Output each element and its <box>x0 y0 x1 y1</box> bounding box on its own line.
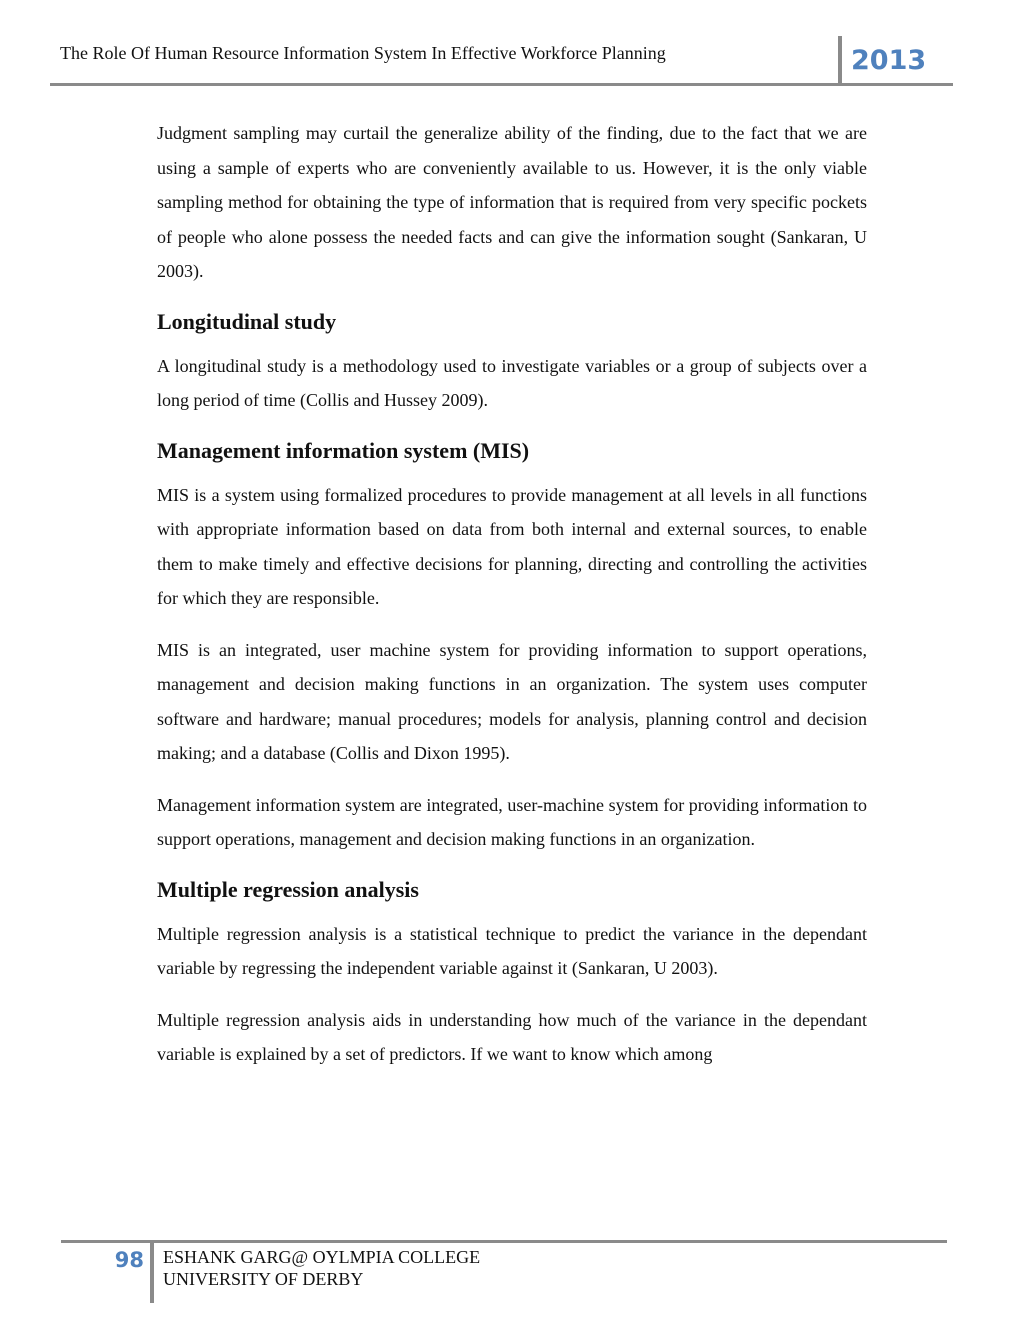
heading-mis: Management information system (MIS) <box>157 437 530 463</box>
header-rule <box>50 83 953 86</box>
header-title: The Role Of Human Resource Information System In Effective Workforce Planning <box>60 43 666 63</box>
header-divider <box>838 36 842 86</box>
paragraph-judgment-sampling: Judgment sampling may curtail the generalize ability of the finding, due to the fact that we are using a sample of experts who are conveniently available to us. However, it is the only viable sampling method for obtaining the type of information that is required from very specific pockets of people who alone possess the needed facts and can give the information sought (Sankaran, U 2003). <box>157 123 867 281</box>
footer-divider <box>150 1240 154 1303</box>
page-body <box>157 116 867 1089</box>
heading-multiple-regression: Multiple regression analysis <box>157 876 419 902</box>
header-year: 2013 <box>851 45 927 76</box>
footer-author: ESHANK GARG@ OYLMPIA COLLEGE <box>163 1247 481 1267</box>
footer-institution: UNIVERSITY OF DERBY <box>163 1269 364 1289</box>
heading-longitudinal-study: Longitudinal study <box>157 308 337 334</box>
footer-rule <box>61 1240 947 1243</box>
paragraph-mis-integrated: MIS is an integrated, user machine system for providing information to support operations, management and decision making functions in an organization. The system uses computer software and hardware; manual procedures; models for analysis, planning control and decision making; and a database (Collis and Dixon 1995). <box>157 639 867 763</box>
paragraph-regression-predictors: Multiple regression analysis aids in understanding how much of the variance in the dependant variable is explained by a set of predictors. If we want to know which among <box>157 1009 867 1064</box>
paragraph-regression-definition: Multiple regression analysis is a statistical technique to predict the variance in the dependant variable by regressing the independent variable against it (Sankaran, U 2003). <box>157 923 867 978</box>
paragraph-mis-definition: MIS is a system using formalized procedures to provide management at all levels in all functions with appropriate information based on data from both internal and external sources, to enable them to make timely and effective decisions for planning, directing and controlling the activities for which they are responsible. <box>157 484 867 608</box>
paragraph-longitudinal-study: A longitudinal study is a methodology used to investigate variables or a group of subjects over a long period of time (Collis and Hussey 2009). <box>157 355 867 410</box>
paragraph-mis-summary: Management information system are integrated, user-machine system for providing information to support operations, management and decision making functions in an organization. <box>157 794 867 849</box>
page-number: 98 <box>114 1248 144 1272</box>
